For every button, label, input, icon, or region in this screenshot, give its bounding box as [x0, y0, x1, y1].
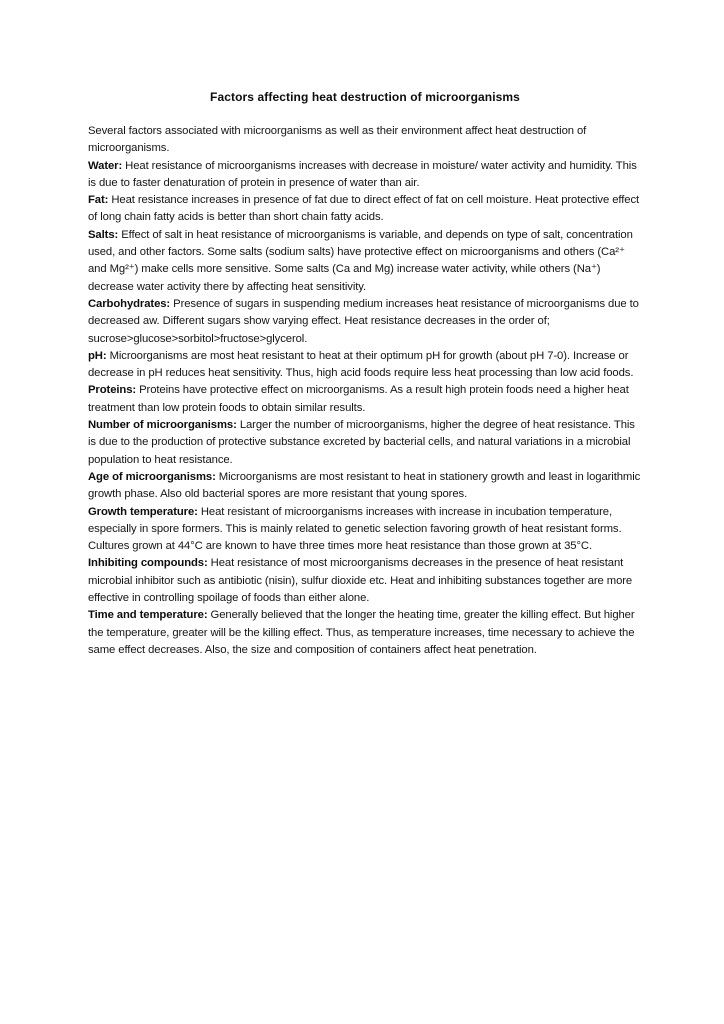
paragraph	[88, 382, 642, 417]
paragraph-text: Heat resistance of microorganisms increases with decrease in moisture/ water activity and humidity. This is due to faster denaturation of protein in presence of water than air.	[88, 159, 637, 189]
paragraph	[88, 555, 642, 607]
paragraph	[88, 227, 642, 296]
paragraph-text: Microorganisms are most heat resistant to heat at their optimum pH for growth (about pH 7-0). Increase or decrease in pH reduces heat sensitivity. Thus, high acid foods require less heat processing than low acid foods.	[88, 349, 634, 380]
paragraph	[88, 607, 642, 659]
paragraph-label: Salts:	[88, 228, 119, 241]
paragraph-label: Inhibiting compounds:	[88, 557, 208, 570]
paragraph	[88, 192, 642, 227]
paragraph-label: Growth temperature:	[88, 505, 198, 518]
paragraph-label: pH:	[88, 349, 107, 362]
paragraph-text: Larger the number of microorganisms, higher the degree of heat resistance. This is due to the production of protective substance excreted by bacterial cells, and natural variations in a microbial population to heat resistance.	[88, 419, 635, 466]
paragraph-label: Age of microorganisms:	[88, 470, 216, 483]
paragraph-text: Heat resistance of most microorganisms decreases in the presence of heat resistant microbial inhibitor such as antibiotic (nisin), sulfur dioxide etc. Heat and inhibiting substances together are more effective in controlling spoilage of foods than either alone.	[88, 557, 633, 605]
paragraph	[88, 417, 642, 469]
document-content	[88, 90, 642, 659]
paragraph-text: Effect of salt in heat resistance of microorganisms is variable, and depends on type of salt, concentration used, and other factors. Some salts (sodium salts) have protective effect on microorganisms and others (Ca²⁺ and Mg²⁺) make cells more sensitive. Some salts (Ca and Mg) increase water activity, while others (Na⁺) decrease water activity there by affecting heat sensitivity.	[88, 228, 633, 293]
paragraph-text: Generally believed that the longer the heating time, greater the killing effect. But higher the temperature, greater will be the killing effect. Thus, as temperature increases, time necessary to achieve the same effect decreases. Also, the size and composition of containers affect heat penetration.	[88, 609, 635, 656]
paragraph-label: Carbohydrates:	[88, 297, 171, 310]
document-title: Factors affecting heat destruction of microorganisms	[210, 90, 520, 104]
paragraph-label: Number of microorganisms:	[88, 419, 237, 432]
paragraph	[88, 504, 642, 556]
paragraph-label: Time and temperature:	[88, 609, 208, 622]
paragraph-label: Water:	[88, 159, 123, 172]
paragraph-text: Heat resistance increases in presence of fat due to direct effect of fat on cell moisture. Heat protective effect of long chain fatty acids is better than short chain fatty acids.	[88, 194, 640, 224]
paragraph	[88, 348, 642, 383]
paragraph	[88, 296, 642, 348]
paragraph-text: Heat resistant of microorganisms increases with increase in incubation temperature, especially in spore formers. This is mainly related to genetic selection favoring growth of heat resistant forms. Cultures grown at 44°C are known to have three times more heat resistance than those grown at 35°C.	[88, 505, 622, 553]
paragraph-label: Proteins:	[88, 384, 137, 397]
paragraph-text: Proteins have protective effect on microorganisms. As a result high protein foods need a higher heat treatment than low protein foods to obtain similar results.	[88, 384, 629, 414]
paragraph	[88, 123, 642, 158]
paragraph-text: Presence of sugars in suspending medium increases heat resistance of microorganisms due to decreased aw. Different sugars show varying effect. Heat resistance decreases in the order of; sucrose>glucose>sorbitol>fructose>glycerol.	[88, 297, 639, 345]
paragraph-text: Several factors associated with microorganisms as well as their environment affect heat destruction of microorganisms.	[88, 125, 587, 155]
paragraph	[88, 158, 642, 193]
paragraph-label: Fat:	[88, 194, 109, 207]
paragraph-text: Microorganisms are most resistant to heat in stationery growth and least in logarithmic growth phase. Also old bacterial spores are more resistant that young spores.	[88, 470, 641, 501]
paragraph	[88, 469, 642, 504]
